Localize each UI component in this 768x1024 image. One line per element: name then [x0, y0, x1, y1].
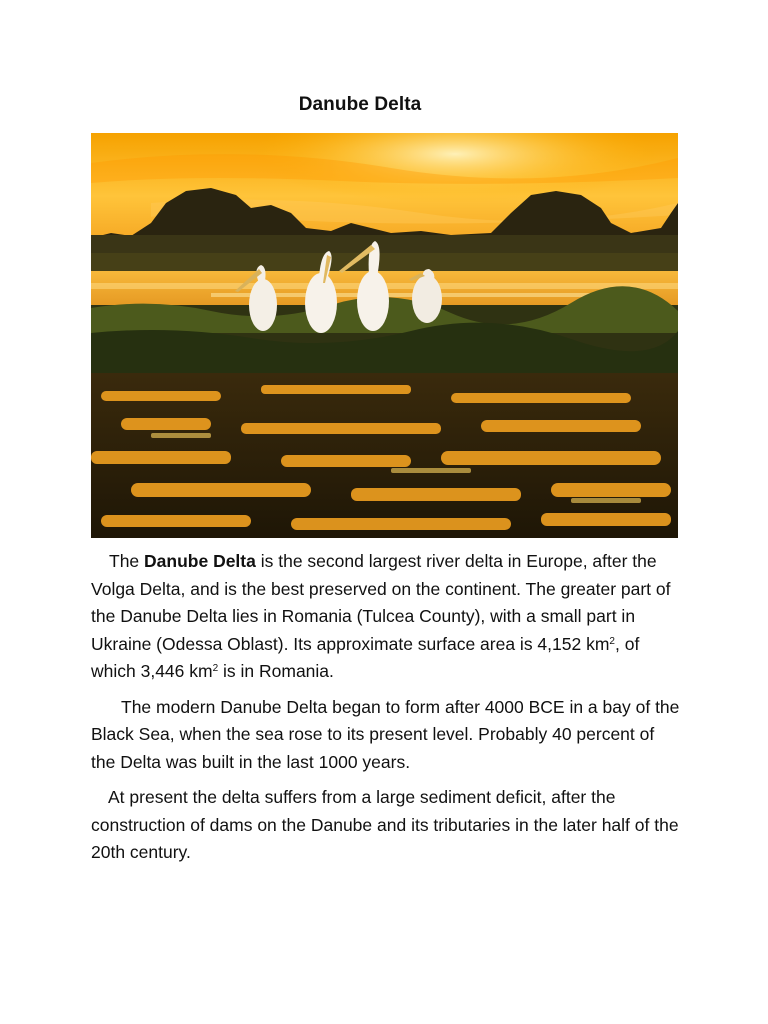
paragraph-1-text-2: , of which 3,446 km: [91, 633, 640, 681]
paragraph-1-bold: Danube Delta: [144, 551, 256, 571]
body-text: [91, 548, 683, 875]
paragraph-2: The modern Danube Delta began to form after 4000 BCE in a bay of the Black Sea, when the sea rose to its present level. Probably 40 percent of the Delta was built in the last 1000 years.: [91, 696, 680, 772]
superscript-2: 2: [609, 635, 615, 647]
paragraph-3: At present the delta suffers from a large sediment deficit, after the construction of dams on the Danube and its tributaries in the later half of the 20th century.: [91, 787, 679, 862]
paragraph-1-text-3: is in Romania.: [218, 661, 334, 681]
paragraph-1: [91, 548, 683, 686]
danube-delta-photo: [91, 133, 678, 538]
superscript-2: 2: [212, 663, 219, 674]
paragraph-1-text: is the second largest river delta in Europe, after the Volga Delta, and is the best preserved on the continent. The greater part of the Danube Delta lies in Romania (Tulcea County), with a small part in Ukraine (Odessa Oblast). Its approximate surface area is 4,152 km: [91, 551, 671, 654]
paragraph-1-pre: The: [109, 551, 145, 571]
document-title: Danube Delta: [298, 94, 422, 115]
